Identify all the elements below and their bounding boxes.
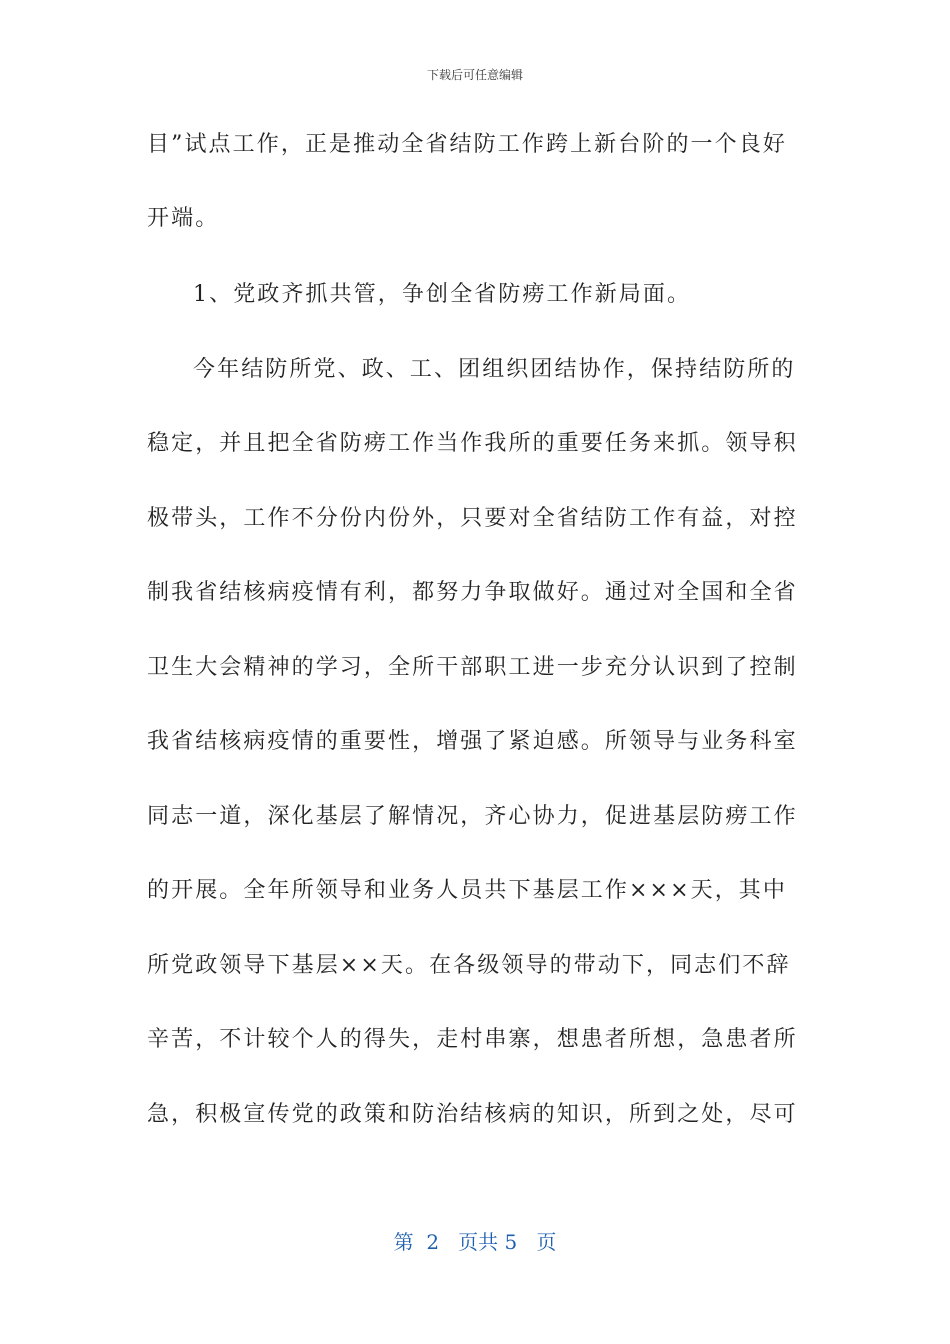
paragraph-line: 所党政领导下基层××天。在各级领导的带动下，同志们不辞 [147, 953, 791, 978]
paragraph-line: 同志一道，深化基层了解情况，齐心协力，促进基层防痨工作 [147, 804, 798, 829]
paragraph-line: 卫生大会精神的学习，全所干部职工进一步充分认识到了控制 [147, 655, 798, 680]
section-heading: 1、党政齐抓共管，争创全省防痨工作新局面。 [193, 282, 692, 307]
paragraph-line: 极带头，工作不分份内份外，只要对全省结防工作有益，对控 [147, 506, 798, 531]
paragraph-line: 稳定，并且把全省防痨工作当作我所的重要任务来抓。领导积 [147, 431, 798, 456]
paragraph-line: 的开展。全年所领导和业务人员共下基层工作×××天，其中 [147, 878, 788, 903]
paragraph-line: 今年结防所党、政、工、团组织团结协作，保持结防所的 [193, 357, 796, 382]
paragraph-line: 开端。 [147, 206, 220, 231]
paragraph-line: 目”试点工作，正是推动全省结防工作跨上新台阶的一个良好 [147, 132, 787, 157]
paragraph-line: 我省结核病疫情的重要性，增强了紧迫感。所领导与业务科室 [147, 729, 798, 754]
paragraph-line: 辛苦，不计较个人的得失，走村串寨，想患者所想，急患者所 [147, 1027, 798, 1052]
header-note: 下载后可任意编辑 [426, 68, 523, 82]
paragraph-line: 急，积极宣传党的政策和防治结核病的知识，所到之处，尽可 [147, 1102, 798, 1127]
page-number-footer: 第 2 页共 5 页 [393, 1230, 557, 1254]
paragraph-line: 制我省结核病疫情有利，都努力争取做好。通过对全国和全省 [147, 580, 798, 605]
